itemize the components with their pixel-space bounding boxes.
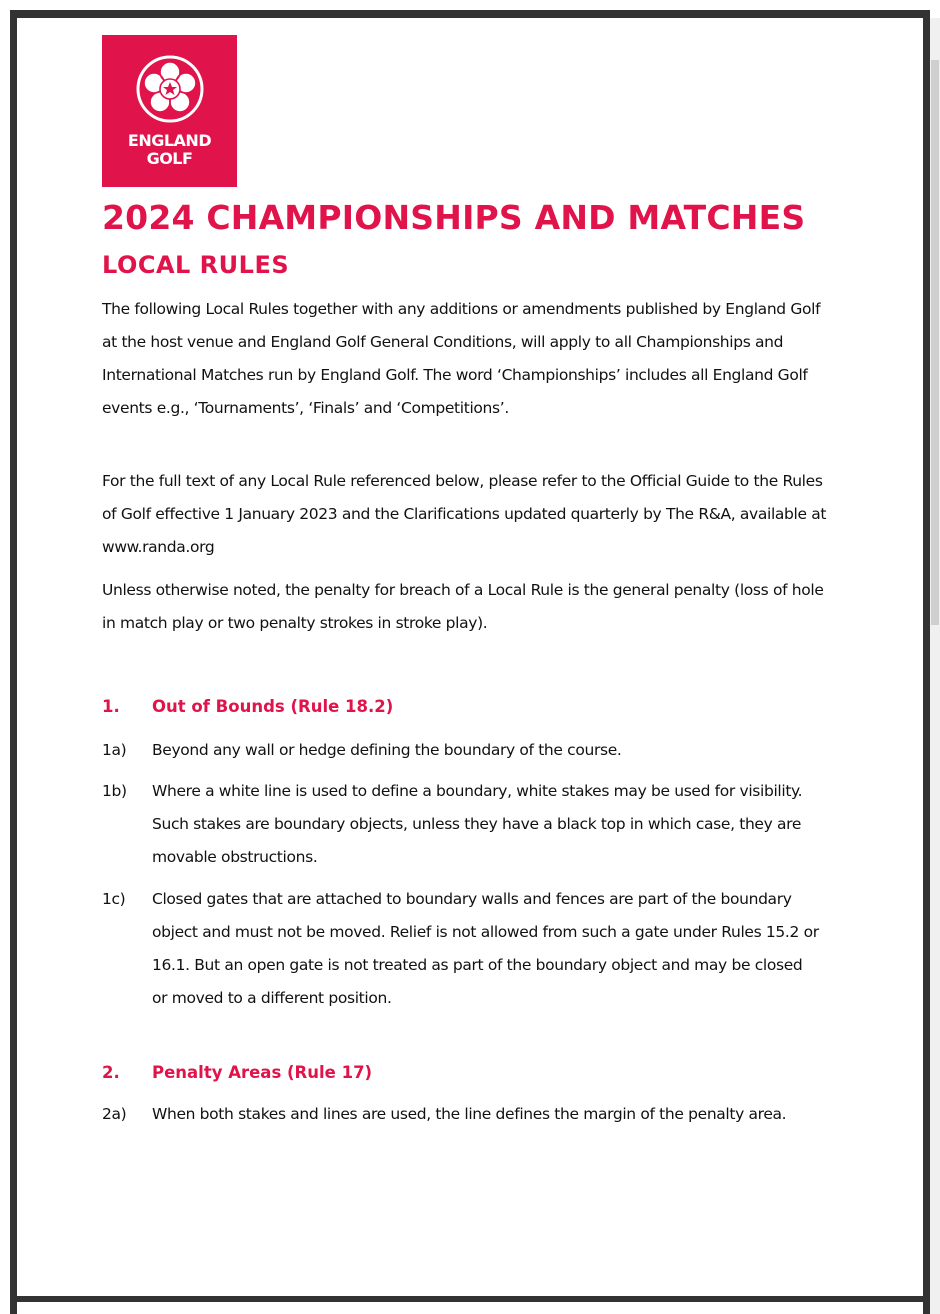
section-title: Out of Bounds (Rule 18.2) (152, 697, 394, 716)
rule-text: Beyond any wall or hedge defining the boundary of the course. (152, 741, 622, 759)
rule-text: Closed gates that are attached to boundary walls and fences are part of the boundary object and must not be moved. Relief is not allowed from such a gate under Rules 15.2 or 16.1. But an open gate is not treated as part of the boundary object and may be closed or moved to a different position. (152, 890, 819, 1007)
logo-text (102, 132, 237, 168)
logo-line-england: ENGLAND (127, 131, 212, 150)
rule-label: 2a) (102, 1105, 127, 1123)
section-number: 2. (102, 1063, 120, 1082)
rule-item-1c (102, 883, 822, 1015)
document-title: 2024 CHAMPIONSHIPS AND MATCHES (102, 198, 806, 237)
rule-item-1b (102, 775, 822, 874)
rule-item-1a (102, 734, 822, 767)
logo-line-golf: GOLF (146, 149, 193, 168)
section-heading-out-of-bounds (102, 692, 837, 722)
rose-emblem-icon (136, 55, 204, 123)
rule-label: 1a) (102, 741, 127, 759)
england-golf-logo (102, 35, 237, 187)
section-number: 1. (102, 697, 120, 716)
scrollbar-thumb[interactable] (931, 60, 939, 625)
rule-item-2a (102, 1098, 822, 1131)
rule-label: 1b) (102, 782, 127, 800)
rule-text: When both stakes and lines are used, the line defines the margin of the penalty area. (152, 1105, 787, 1123)
rule-text: Where a white line is used to define a boundary, white stakes may be used for visibility. Such stakes are boundary objects, unless they have a black top in which case, they are movable obstructions. (152, 782, 803, 866)
intro-paragraph: The following Local Rules together with any additions or amendments published by England Golf at the host venue and England Golf General Conditions, will apply to all Championships and International Matches run by England Golf. The word ‘Championships’ includes all England Golf events e.g., ‘Tournaments’, ‘Finals’ and ‘Competitions’. (102, 300, 821, 417)
reference-paragraph: For the full text of any Local Rule referenced below, please refer to the Official Guide to the Rules of Golf effective 1 January 2023 and the Clarifications updated quarterly by The R&A, available at www.randa.org (102, 472, 827, 556)
section-heading-penalty-areas (102, 1058, 837, 1088)
rule-label: 1c) (102, 890, 126, 908)
next-page-edge (10, 1296, 930, 1314)
document-subtitle: LOCAL RULES (102, 251, 290, 279)
penalty-paragraph: Unless otherwise noted, the penalty for breach of a Local Rule is the general penalty (loss of hole in match play or two penalty strokes in stroke play). (102, 581, 824, 632)
section-title: Penalty Areas (Rule 17) (152, 1063, 373, 1082)
